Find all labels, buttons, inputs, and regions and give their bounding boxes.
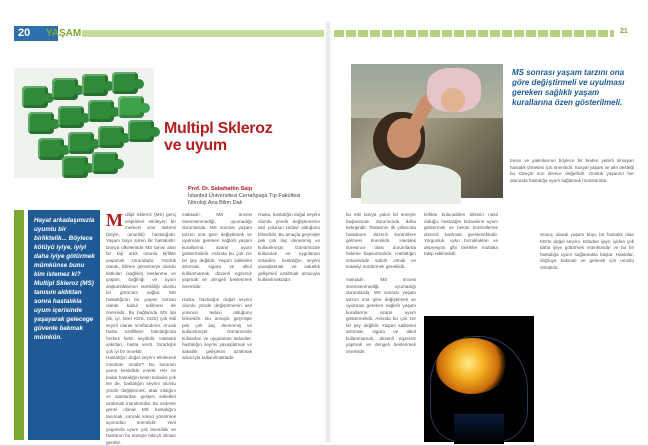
page-number-left: 20 <box>14 26 58 41</box>
col4-text-cont: Hasta, hastalığın doğal seyrini olumlu yönde değiştirmenin asıl yolunun tedavi olduğunu bilmelidir. Bu amaçla geçmişte pek çok ilaç denenmiş ve kullanılmıştır. Günümüzde kullanılan ve uygulanan tedaviler, hastalığın seyrini yavaşlatmak ve sakatlık gelişimini azaltmak amacıyla kullanılmaktadır. <box>258 212 320 282</box>
pull-quote-box <box>28 210 100 440</box>
author-name: Prof. Dr. Sabahattin Saip <box>188 186 253 192</box>
text-column-3 <box>258 212 320 440</box>
brain-scan-image <box>424 316 534 442</box>
text-column-1 <box>106 210 176 445</box>
section-label: YAŞAM <box>46 28 82 39</box>
article-title <box>164 120 272 154</box>
text-column-6 <box>510 158 634 228</box>
text-column-5 <box>424 212 498 312</box>
sidebar-stripe <box>14 210 24 440</box>
pull-quote-right: MS sonrası yaşam tarzını ona göre değiştirmeli ve uyulması gereken sağlıklı yaşam kurallarına özen gösterilmeli. <box>512 68 625 107</box>
text-column-7 <box>540 232 634 440</box>
author-affiliation-1: İstanbul Üniversitesi Cerrahpaşa Tıp Fakültesi <box>188 193 301 199</box>
text-column-2 <box>182 212 252 440</box>
col7-text: tanısı ve yakınlarının böylece bir beden yeterli olmayan hastalık yönetimi için önemlidir. Sosyal yaşam ve aile desteği bu süreçte son derece değerlidir. Günlük yaşamın her alanında hastalığa uyum sağlamak mümkündür. <box>510 158 634 183</box>
page-gutter <box>324 22 332 442</box>
header-bar-left <box>82 30 324 37</box>
puzzle-photo <box>14 68 154 178</box>
col2-text: Hastalığın doğal seyrini etkilemek mümkün müdür? Bu sorunun yanıtı kesinlikle evettir. Her ne kadar hastalığın kesin tedavisi yok ise de, hastalığın seyrini olumlu yönde değiştirmek, atak sıklığını ve ataklardan gelişen sekelleri azaltmak mümkündür. Bu nedenle genel olarak MS hastalığını tanımak, sonraki süreci yönetmek açısından önemlidir. Yeni yaşamda uyum çok önemlidir ve hastanın bu süreçte bilinçli olması gerekir. <box>106 355 176 445</box>
col5-text: bu etki tanıya yakın bir süreçte başlanması durumunda daha belirgindir. Tedavinin ilk yıllarında hastaların düzenli kontrollere gelmesi önemlidir. Hastalık süresince olası durumlarda hekime başvurmalıdır. Hastalığın tedavisinde sabırlı olmak ve tedaviyi sürdürmek gereklidir. <box>346 212 416 269</box>
text-column-4 <box>346 212 416 440</box>
page-number-right: 21 <box>620 28 628 35</box>
header-bar-right <box>334 30 614 37</box>
col8-text: Sonuç olarak yaşam boyu bir hastalık olan MS'te doğal seyrini, kötüden iyiye, iyiden çok daha iyiye götürmek mümkündür ve bu bir hastalığa uyum sağlamakla başlar. Hastalar, doğruya bakmalı ve gelecek için umutlu olmalıdır. <box>540 232 634 270</box>
author-affiliation-2: Nöroloji Ana Bilim Dalı <box>188 200 243 206</box>
col3-text-cont: maktadır. MS öncesi önemsenmediği, uyumadığı durumlarda, MS sonrası yaşam tarzını ona göre değiştirmek ve uyulması gereken sağlıklı yaşam kurallarına azami uyum göstermelidir. Aslında bu çok zor bir şey değildir. Yaşam kalitesini artırmak, sigara ve alkol kullanmamak, düzenli egzersiz yapmak ve dengeli beslenmek önemlidir. <box>346 277 416 354</box>
mother-baby-photo <box>351 64 503 198</box>
col1-text: ultipl Skleroz (MS) genç erişkinleri etkileyen bir merkezi sinir sistemi (beyin, omurilik) hastalığıdır. Yaşam boyu süren bir hastalıktır. Dünya ülkelerinde MS tanısı alan bir kişi artık onunla birlikte yaşamak zorundadır. Günlük olarak, bilinen görünmeye olumlu katkıları (sağlıklı) beslenme ve yaşam, bağlılığı ve uyum alışkanlıklarının sürekliliği olumlu bir görünüm sağlar. MS hastalığının bir yaşam sorusu olarak kabul edilmesi de önemlidir. Bu bağlamda MS tipi (ilk, iyi, birer KDS, KDS) çok kitli seyirli olarak sınıflandırılır. Ancak hasta özellikleri bakıldığında herkes farklı seyirlidir. Hastalık yakıtları, hasta verdi. Sıradışlık çok iyi bir örnektir. <box>106 212 176 354</box>
author-block <box>188 186 300 207</box>
pull-quote-left: Hayat arkadaşımızla uyumlu bir birliktelik... Böylece kötüyü iyiye, iyiyi daha iyiye götürmek mümkünse bunu kim istemez ki? Multipl Skleroz (MS) tanısını aldıktan sonra hastalıkla uyum içerisinde yaşayarak gelecege güvenle bakmak mümkün. <box>34 217 95 341</box>
col4-text: Hasta, hastalığın doğal seyrini olumlu yönde değiştirmenin asıl yolunun tedavi olduğunu bilmelidir. Bu amaçla geçmişte pek çok ilaç denenmiş ve kullanılmıştır. Günümüzde kullanılan ve uygulanan tedaviler, hastalığın seyrini yavaşlatmak ve sakatlık gelişimini azaltmak amacıyla kullanılmaktadır. <box>182 296 252 360</box>
title-line-2: ve uyum <box>164 137 227 154</box>
col6-text: birlikte bulunabilen bitkinin nasıl olduğu, hastalığın tedavisine uyum göstermek ve hekim kontrollerine düzenli katılmak gerekmektedir. Yorgunluk, uyku bozuklukları ve depresyon gibi belirtiler mutlaka takip edilmelidir. <box>424 212 498 256</box>
col3-text: maktadır. MS öncesi önemsenmediği, uyumadığı durumlarda, MS sonrası yaşam tarzını ona göre değiştirmek ve uyulması gereken sağlıklı yaşam kurallarına azami uyum göstermelidir. Aslında bu çok zor bir şey değildir. Yaşam kalitesini artırmak, sigara ve alkol kullanmamak, düzenli egzersiz yapmak ve dengeli beslenmek önemlidir. <box>182 212 252 289</box>
title-line-1: Multipl Skleroz <box>164 120 273 137</box>
drop-cap: M <box>106 210 123 230</box>
